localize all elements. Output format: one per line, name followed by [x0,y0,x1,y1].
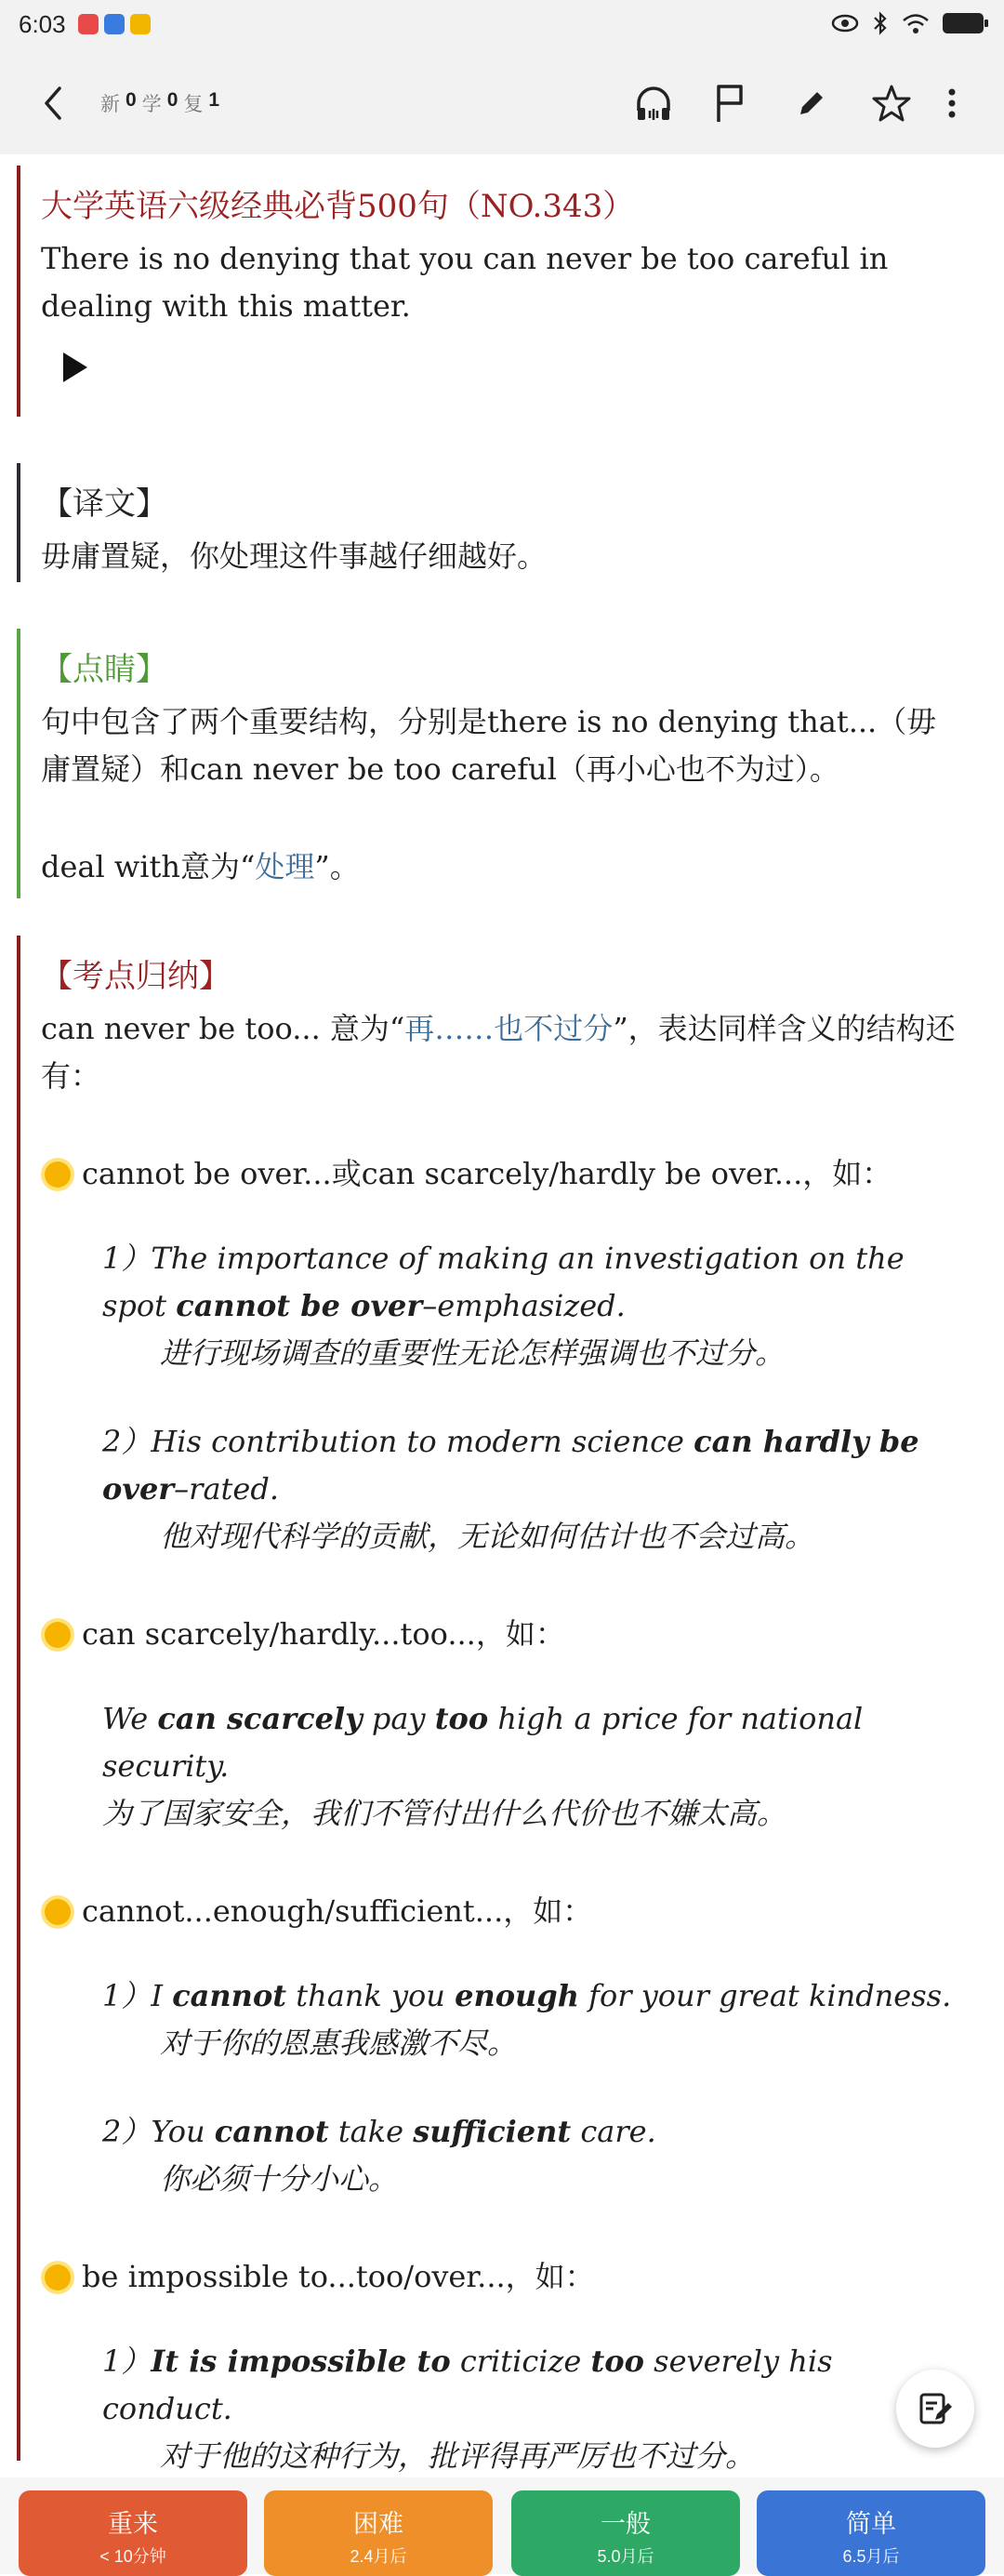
hard-label: 困难 [353,2510,403,2538]
card-counts [100,89,219,117]
deal-word: 处理 [255,849,315,884]
answer-bar [0,2477,1004,2574]
example-bold: It is impossible to [151,2344,451,2379]
example-bold: can hardly be over [102,1424,919,1507]
example-bold: cannot [214,2114,329,2149]
hard-button[interactable] [264,2490,493,2576]
example-text: take [328,2114,414,2149]
structure-4-title: be impossible to...too/over...，如： [82,2259,595,2294]
structure-3-title: cannot...enough/sufficient...，如： [82,1893,593,1929]
battery-icon [943,13,984,33]
example-chinese: 他对现代科学的贡献，无论如何估计也不会过高。 [160,1519,815,1554]
example-index: 2） [102,2114,152,2149]
good-interval: 5.0月后 [597,2547,654,2566]
example [41,2108,965,2203]
headphones-icon [633,83,674,124]
structure-title [41,1611,965,1658]
structure-2-title: can scarcely/hardly...too...，如： [82,1616,565,1652]
easy-interval: 6.5月后 [842,2547,900,2566]
hard-interval: 2.4月后 [350,2547,407,2566]
example-index: 1） [102,2344,152,2379]
review-label: 复 [183,94,204,115]
sun-icon [45,1162,71,1188]
star-icon [871,83,912,124]
example [41,2338,965,2480]
deal-post: ”。 [314,849,360,884]
example-text: care. [571,2114,656,2149]
more-button[interactable] [933,78,971,128]
example-bold: too [590,2344,644,2379]
again-interval: < 10分钟 [99,2547,166,2566]
example-bold: cannot [172,1978,287,2013]
example-text: I [151,1978,173,2013]
note-fab-button[interactable] [896,2370,974,2448]
learn-count: 0 [166,89,178,111]
deal-pre: deal with意为“ [41,849,256,884]
example-text: for your great kindness. [578,1978,952,2013]
again-label: 重来 [108,2510,158,2538]
example-chinese: 对于他的这种行为，批评得再严厉也不过分。 [160,2438,756,2474]
notification-icon-yellow [130,14,151,34]
tips-deal-with [41,843,965,891]
example-bold: can scarcely [157,1701,363,1736]
example-text: We [102,1701,158,1736]
wifi-icon [902,12,930,34]
english-sentence: There is no denying that you can never be too careful in dealing with this matter. [41,241,889,324]
tips-section [17,629,965,898]
structure-title [41,1150,965,1198]
translation-section [17,463,965,582]
review-count: 1 [208,89,220,111]
intro-post: ”，表达同样含义的结构还有： [41,1011,956,1094]
good-label: 一般 [601,2510,651,2538]
example-text: thank you [286,1978,456,2013]
example-text: His contribution to modern science [151,1424,694,1459]
play-icon[interactable] [63,352,87,382]
intro-pre: can never be too... 意为“ [41,1011,405,1046]
star-button[interactable] [866,78,917,128]
bluetooth-icon [872,11,889,35]
sun-icon [45,1622,71,1648]
example [41,1972,965,2067]
structure-title [41,2253,965,2301]
example-bold: too [434,1701,489,1736]
example [41,1418,965,1560]
example-text: –rated. [174,1471,279,1507]
tips-text: 句中包含了两个重要结构，分别是there is no denying that...（毋庸置疑）和can never be too careful（再小心也不为过）。 [41,704,937,787]
example-text: The importance of making an investigation on the spot [102,1241,905,1323]
card-title: 大学英语六级经典必背500句（NO.343） [41,188,635,225]
translation-heading: 【译文】 [41,485,167,523]
tips-heading: 【点睛】 [41,651,167,688]
example-index: 1） [102,1241,152,1276]
pencil-icon [795,86,828,120]
example-text: criticize [450,2344,591,2379]
intro-word: 再……也不过分 [404,1011,614,1046]
example-bold: sufficient [413,2114,572,2149]
learn-label: 学 [141,94,162,115]
edit-button[interactable] [786,78,837,128]
example-index: 1） [102,1978,152,2013]
notification-icon-blue [104,14,125,34]
status-time: 6:03 [19,10,66,38]
more-vertical-icon [947,87,957,119]
notification-icon-red [78,14,99,34]
easy-label: 简单 [846,2510,896,2538]
summary-intro [41,1005,965,1100]
sun-icon [45,2264,71,2291]
structure-title [41,1888,965,1935]
example-chinese: 为了国家安全，我们不管付出什么代价也不嫌太高。 [102,1796,787,1831]
example-bold: enough [455,1978,579,2013]
example-text: –emphasized. [422,1288,626,1323]
summary-heading: 【考点归纳】 [41,958,231,995]
example [41,1235,965,1377]
example-index: 2） [102,1424,152,1459]
example-text: severely his conduct. [102,2344,833,2426]
translation-text: 毋庸置疑，你处理这件事越仔细越好。 [41,538,548,574]
back-button[interactable] [28,78,78,128]
question-section [17,166,965,417]
new-count: 0 [126,89,137,111]
good-button[interactable] [511,2490,740,2576]
status-bar [0,0,1004,52]
example [41,1695,965,1838]
eye-icon [831,14,859,33]
audio-button[interactable] [628,78,679,128]
example-chinese: 你必须十分小心。 [160,2161,399,2197]
example-chinese: 对于你的恩惠我感激不尽。 [160,2025,518,2061]
chevron-left-icon [39,85,67,122]
edit-note-icon [917,2390,954,2427]
sun-icon [45,1899,71,1925]
again-button[interactable] [19,2490,247,2576]
summary-section [17,936,965,2474]
new-label: 新 [100,94,120,115]
example-text: pay [362,1701,435,1736]
example-text: You [151,2114,215,2149]
example-bold: cannot be over [176,1288,423,1323]
flag-button[interactable] [705,78,755,128]
example-chinese: 进行现场调查的重要性无论怎样强调也不过分。 [160,1335,786,1371]
flag-icon [711,83,748,124]
example-text: high a price for national security. [102,1701,864,1784]
structure-1-title: cannot be over...或can scarcely/hardly be over...，如： [82,1156,892,1191]
easy-button[interactable] [757,2490,985,2576]
review-toolbar [0,52,1004,154]
